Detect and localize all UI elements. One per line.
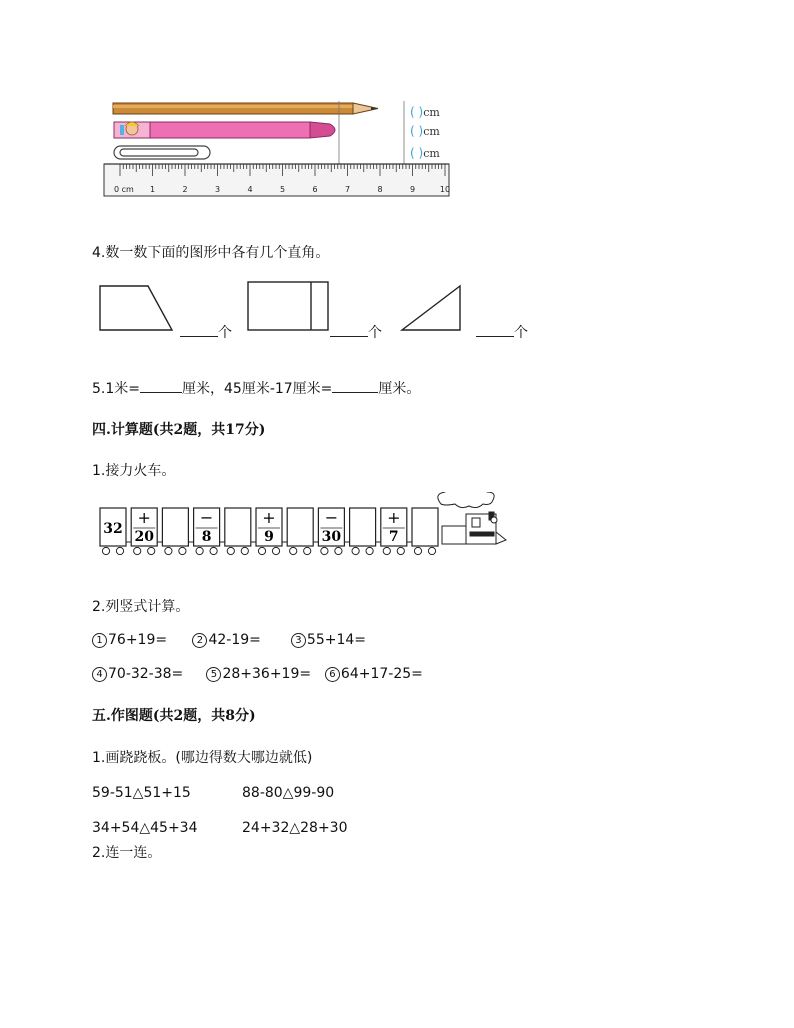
triangle-shape: [402, 286, 460, 330]
shape-suffix: 个: [368, 325, 382, 341]
wheel-icon: [134, 547, 141, 554]
shape2-answer: [330, 322, 382, 342]
seesaw-item-4: 24+32△28+30: [242, 820, 348, 836]
relay-train: [96, 492, 516, 562]
wheel-icon: [227, 547, 234, 554]
wheel-icon: [397, 547, 404, 554]
answer-blank[interactable]: [330, 336, 368, 337]
q5-line: [92, 378, 420, 398]
wheel-icon: [241, 547, 248, 554]
answer-blank-1[interactable]: [140, 392, 182, 393]
ruler-tick-label: 1: [149, 185, 156, 194]
calc-row-1: [92, 632, 366, 648]
wheel-icon: [179, 547, 186, 554]
train-number: 30: [321, 529, 342, 545]
cm-answer-1: [410, 104, 440, 120]
circled-number: 5: [206, 667, 221, 682]
q5-part1: 5.1米=: [92, 381, 140, 397]
calc-expression: 64+17-25=: [340, 666, 423, 682]
ruler-tick-label: 4: [247, 185, 253, 194]
circled-number: 6: [325, 667, 340, 682]
section5-title: 五.作图题(共2题，共8分): [92, 708, 256, 724]
calc-item-4: [92, 666, 202, 682]
circled-number: 4: [92, 667, 107, 682]
ruler-icon: [104, 164, 450, 196]
train-operator: +: [137, 508, 151, 527]
wheel-icon: [414, 547, 421, 554]
wheel-icon: [304, 547, 311, 554]
train-car: [100, 508, 131, 555]
cm-unit: cm: [423, 106, 440, 119]
calc-item-1: [92, 632, 188, 648]
train-car: [225, 508, 256, 555]
calc-expression: 76+19=: [108, 632, 168, 648]
trapezoid-shape: [100, 286, 172, 330]
cm-answer-3: [410, 145, 440, 161]
cm-unit: cm: [423, 147, 440, 160]
crayon-icon: [114, 122, 335, 138]
train-car: [194, 508, 225, 555]
train-number: 7: [388, 529, 399, 545]
locomotive-icon: [438, 492, 506, 544]
train-operator: +: [387, 508, 401, 527]
wheel-icon: [116, 547, 123, 554]
ruler-tick-label: 6: [312, 185, 318, 194]
calc-expression: 28+36+19=: [222, 666, 312, 682]
calc-expression: 55+14=: [306, 632, 366, 648]
wheel-icon: [102, 547, 109, 554]
wheel-icon: [258, 547, 265, 554]
section4-q1-text: 1.接力火车。: [92, 463, 176, 479]
wheel-icon: [272, 547, 279, 554]
train-car: [381, 508, 412, 555]
ruler-tick-label: 2: [182, 185, 188, 194]
calc-item-6: [325, 666, 423, 682]
wheel-icon: [335, 547, 342, 554]
ruler-tick-label: 5: [279, 185, 286, 194]
seesaw-item-2: 88-80△99-90: [242, 785, 335, 801]
answer-blank[interactable]: [476, 336, 514, 337]
wheel-icon: [165, 547, 172, 554]
ruler-tick-label: 9: [409, 185, 416, 194]
circled-number: 2: [192, 633, 207, 648]
seesaw-item-3: 34+54△45+34: [92, 820, 198, 836]
wheel-icon: [352, 547, 359, 554]
ruler-tick-label: 10: [439, 185, 451, 194]
train-car: [287, 508, 318, 555]
cm-answer-2: [410, 123, 440, 139]
calc-item-5: [206, 666, 320, 682]
wheel-icon: [366, 547, 373, 554]
train-operator: +: [262, 508, 276, 527]
q5-part2: 厘米，45厘米-17厘米=: [182, 381, 333, 397]
train-car: [412, 508, 438, 555]
ruler-zero-label: 0 cm: [114, 185, 134, 194]
answer-paren[interactable]: ( ): [410, 105, 424, 119]
wheel-icon: [196, 547, 203, 554]
section4-title: 四.计算题(共2题，共17分): [92, 422, 266, 438]
train-illustration: [96, 492, 516, 562]
train-number: 20: [134, 529, 154, 545]
calc-item-3: [291, 632, 366, 648]
shape3-answer: [476, 322, 528, 342]
train-car: [131, 508, 162, 555]
q4-text: 4.数一数下面的图形中各有几个直角。: [92, 245, 330, 261]
train-operator: −: [324, 508, 339, 527]
shape-suffix: 个: [514, 325, 528, 341]
train-number: 9: [264, 529, 274, 545]
cm-unit: cm: [423, 125, 440, 138]
section4-q2-text: 2.列竖式计算。: [92, 599, 190, 615]
train-operator: −: [199, 508, 214, 527]
wheel-icon: [148, 547, 155, 554]
paperclip-icon: [114, 146, 210, 159]
wheel-icon: [321, 547, 328, 554]
answer-paren[interactable]: ( ): [410, 146, 424, 160]
section5-q1-text: 1.画跷跷板。(哪边得数大哪边就低): [92, 750, 313, 766]
shape1-answer: [180, 322, 232, 342]
wheel-icon: [210, 547, 217, 554]
rectangle-shape: [248, 282, 328, 330]
ruler-tick-label: 3: [214, 185, 221, 194]
circled-number: 1: [92, 633, 107, 648]
train-car: [318, 508, 349, 555]
wheel-icon: [428, 547, 435, 554]
wheel-icon: [383, 547, 390, 554]
train-car: [350, 508, 381, 555]
calc-row-2: [92, 666, 423, 682]
answer-paren[interactable]: ( ): [410, 124, 424, 138]
calc-expression: 70-32-38=: [108, 666, 184, 682]
circled-number: 3: [291, 633, 306, 648]
train-number: 8: [201, 529, 212, 545]
shape-suffix: 个: [218, 325, 232, 341]
train-car: [162, 508, 193, 555]
q5-part3: 厘米。: [378, 381, 421, 397]
wheel-icon: [290, 547, 297, 554]
ruler-tick-label: 7: [344, 185, 351, 194]
calc-item-2: [192, 632, 286, 648]
answer-blank[interactable]: [180, 336, 218, 337]
pencil-icon: [113, 103, 378, 114]
section5-q2-text: 2.连一连。: [92, 845, 162, 861]
ruler-tick-label: 8: [377, 185, 383, 194]
calc-expression: 42-19=: [208, 632, 261, 648]
seesaw-item-1: 59-51△51+15: [92, 785, 191, 801]
train-car: [256, 508, 287, 555]
answer-blank-2[interactable]: [332, 392, 378, 393]
train-number: 32: [103, 521, 123, 537]
